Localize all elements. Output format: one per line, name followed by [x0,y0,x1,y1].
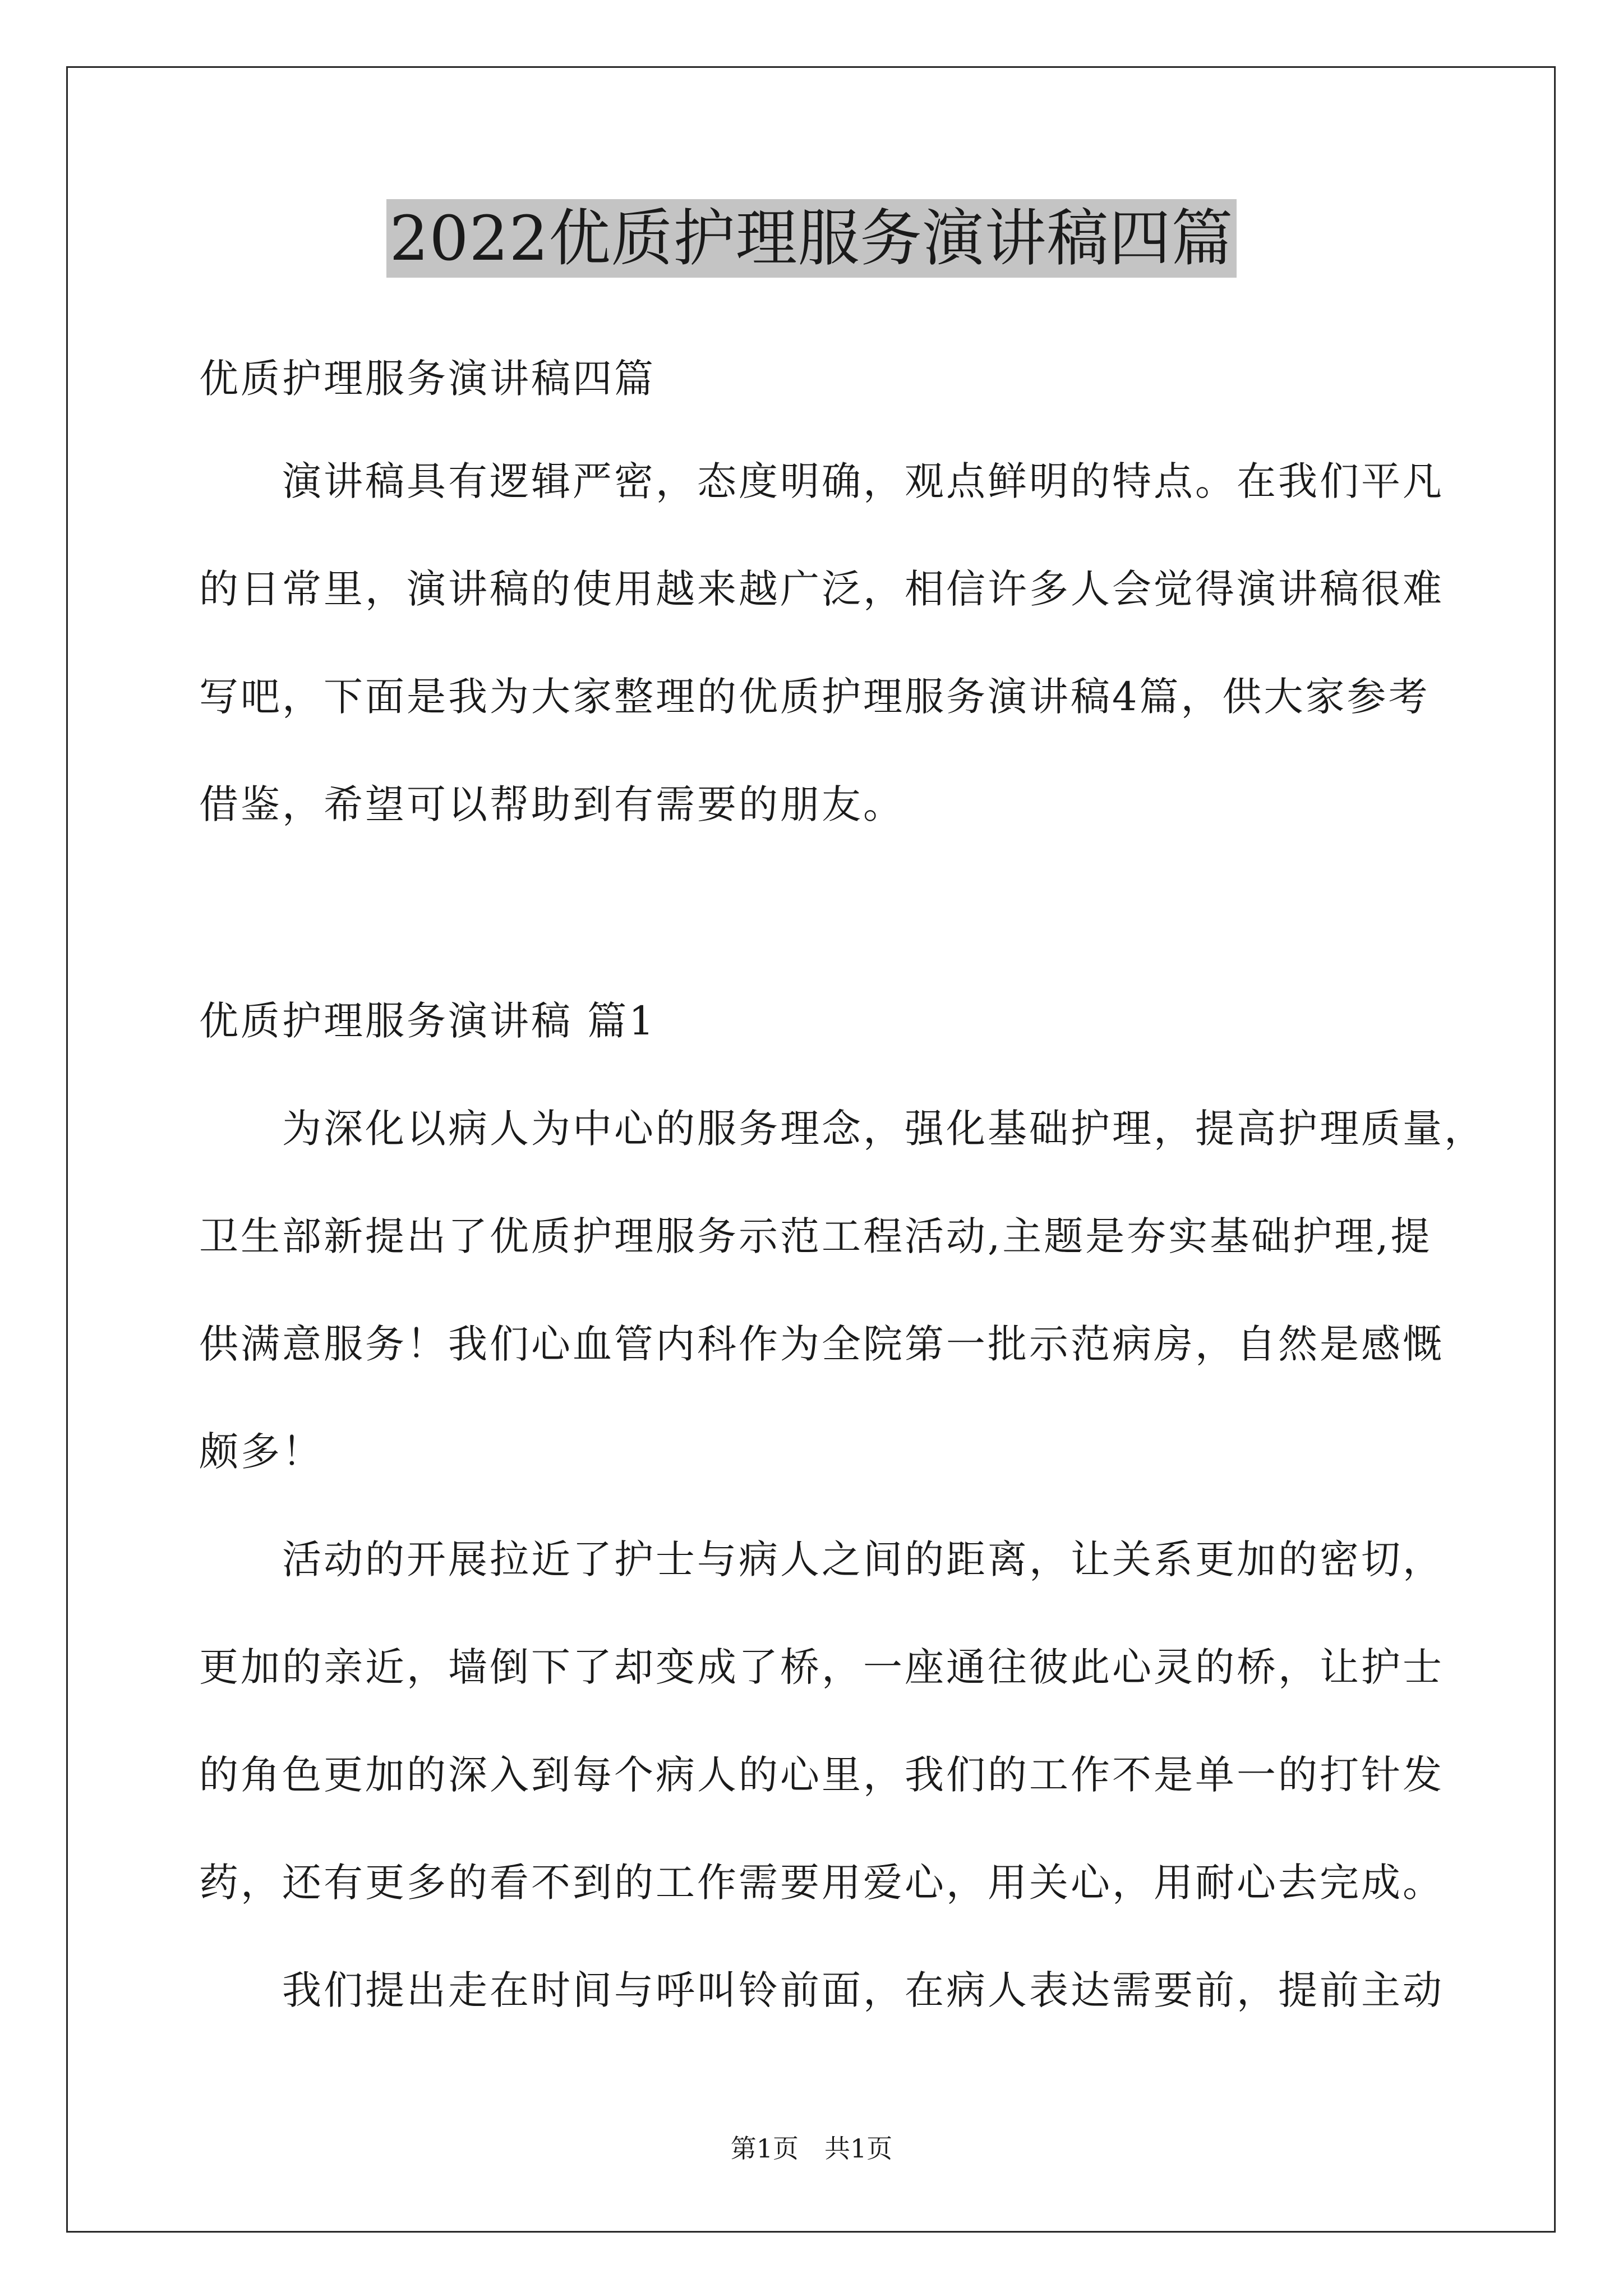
paragraph-line: 卫生部新提出了优质护理服务示范工程活动,主题是夯实基础护理,提 [199,1213,1432,1259]
page-footer: 第1页 共1页 [730,2133,893,2164]
paragraph-line: 借鉴，希望可以帮助到有需要的朋友。 [199,781,905,827]
paragraph-line: 供满意服务！我们心血管内科作为全院第一批示范病房，自然是感慨 [199,1321,1444,1367]
paragraph-line: 药，还有更多的看不到的工作需要用爱心，用关心，用耐心去完成。 [199,1860,1444,1906]
paragraph-line: 写吧，下面是我为大家整理的优质护理服务演讲稿4篇，供大家参考 [199,674,1430,720]
paragraph-line: 颇多！ [199,1429,324,1475]
paragraph-line: 为深化以病人为中心的服务理念，强化基础护理，提高护理质量， [199,1106,1486,1152]
paragraph-line: 更加的亲近，墙倒下了却变成了桥，一座通往彼此心灵的桥，让护士 [199,1644,1444,1690]
paragraph-line: 的角色更加的深入到每个病人的心里，我们的工作不是单一的打针发 [199,1752,1444,1798]
paragraph-line: 的日常里，演讲稿的使用越来越广泛，相信许多人会觉得演讲稿很难 [199,566,1444,612]
title-container [0,199,1623,278]
section-heading-part1: 优质护理服务演讲稿 篇1 [199,998,656,1044]
paragraph-line: 演讲稿具有逻辑严密，态度明确，观点鲜明的特点。在我们平凡 [199,458,1444,504]
paragraph-line: 我们提出走在时间与呼叫铃前面，在病人表达需要前，提前主动 [199,1967,1444,2013]
section-heading-intro: 优质护理服务演讲稿四篇 [199,356,656,402]
document-title: 2022优质护理服务演讲稿四篇 [386,199,1237,278]
paragraph-line: 活动的开展拉近了护士与病人之间的距离，让关系更加的密切， [199,1536,1444,1582]
